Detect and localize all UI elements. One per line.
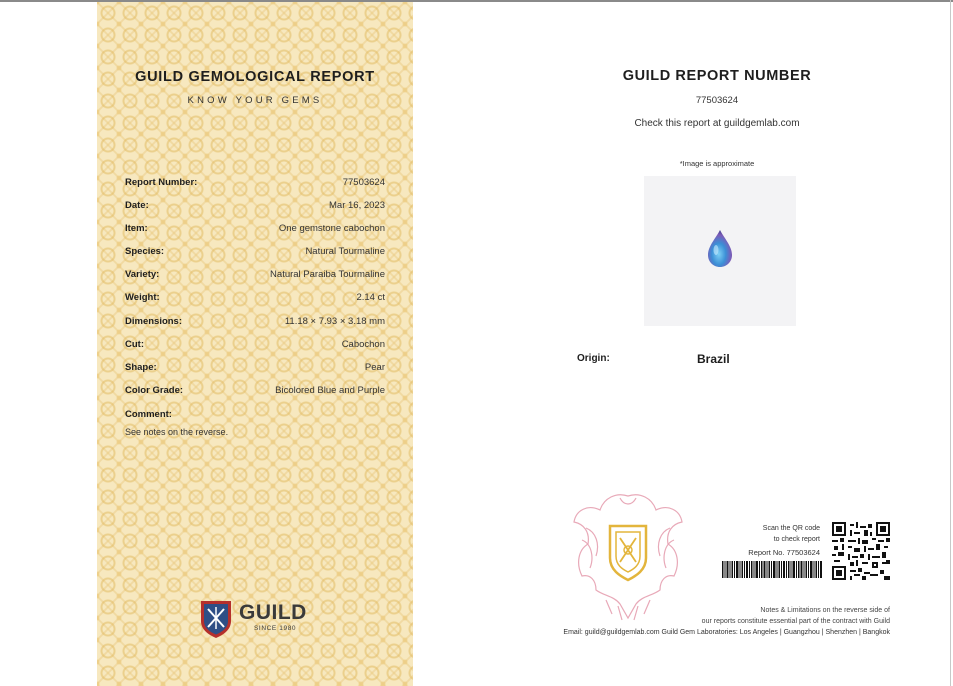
scan-instruction: Scan the QR code [762, 525, 820, 532]
field-value: Pear [364, 361, 385, 373]
field-item [125, 223, 385, 246]
field-label: Variety: [125, 269, 160, 281]
field-label: Color Grade: [125, 384, 184, 396]
field-value: 2.14 ct [356, 292, 385, 304]
image-note: *Image is approximate [679, 159, 755, 168]
field-cut [125, 339, 385, 362]
qr-code-icon[interactable] [832, 522, 890, 580]
origin-value: Brazil [697, 352, 730, 366]
scan-instruction-2: to check report [773, 536, 820, 543]
eagle-seal-icon [566, 488, 690, 624]
field-dimensions [125, 316, 385, 339]
field-value: 11.18 × 7.93 × 3.18 mm [284, 315, 385, 327]
barcode-icon [722, 561, 822, 578]
field-label: Weight: [125, 292, 160, 304]
field-date [125, 200, 385, 223]
report-number-title: GUILD REPORT NUMBER [622, 68, 812, 84]
field-value: Bicolored Blue and Purple [275, 384, 385, 396]
field-species [125, 246, 385, 269]
field-value: Cabochon [341, 338, 385, 350]
field-value: Natural Paraiba Tourmaline [270, 269, 385, 281]
field-value: 77503624 [342, 177, 385, 188]
field-label: Report Number: [125, 177, 198, 188]
field-label: Dimensions: [125, 315, 183, 327]
field-label: Species: [125, 246, 165, 258]
notes-limitations-line2: our reports constitute essential part of the contract with Guild [701, 618, 890, 625]
guild-logo [199, 599, 319, 639]
logo-wordmark: GUILD [239, 601, 307, 624]
gem-image [644, 176, 796, 326]
field-shape [125, 362, 385, 385]
report-tagline: KNOW YOUR GEMS [187, 95, 323, 106]
report-number: 77503624 [695, 95, 739, 106]
field-label: Date: [125, 200, 149, 212]
field-value: One gemstone cabochon [278, 223, 385, 235]
shield-logo-icon [199, 599, 233, 639]
field-label: Cut: [125, 338, 144, 350]
field-variety [125, 269, 385, 292]
field-weight [125, 292, 385, 315]
field-label: Item: [125, 223, 148, 235]
field-color-grade [125, 385, 385, 408]
origin-label: Origin: [577, 353, 610, 364]
pear-gem-icon [706, 228, 734, 268]
verify-link-text: Check this report at guildgemlab.com [634, 118, 800, 129]
right-border [950, 0, 951, 686]
report-front-panel [97, 2, 413, 686]
contact-footer: Email: guild@guildgemlab.com Guild Gem Laboratories: Los Angeles | Guangzhou | Shenzhen | Bangkok [563, 629, 890, 636]
comment-label: Comment: [125, 409, 172, 420]
notes-limitations-line1: Notes & Limitations on the reverse side of [760, 607, 890, 614]
comment-value: See notes on the reverse. [125, 427, 229, 437]
report-fields [125, 177, 385, 408]
logo-since: SINCE 1980 [254, 625, 297, 632]
field-value: Natural Tourmaline [305, 246, 385, 258]
field-label: Shape: [125, 361, 157, 373]
report-title: GUILD GEMOLOGICAL REPORT [135, 69, 375, 85]
scan-report-number: Report No. 77503624 [748, 548, 820, 557]
field-report-number [125, 177, 385, 200]
field-value: Mar 16, 2023 [329, 200, 385, 212]
